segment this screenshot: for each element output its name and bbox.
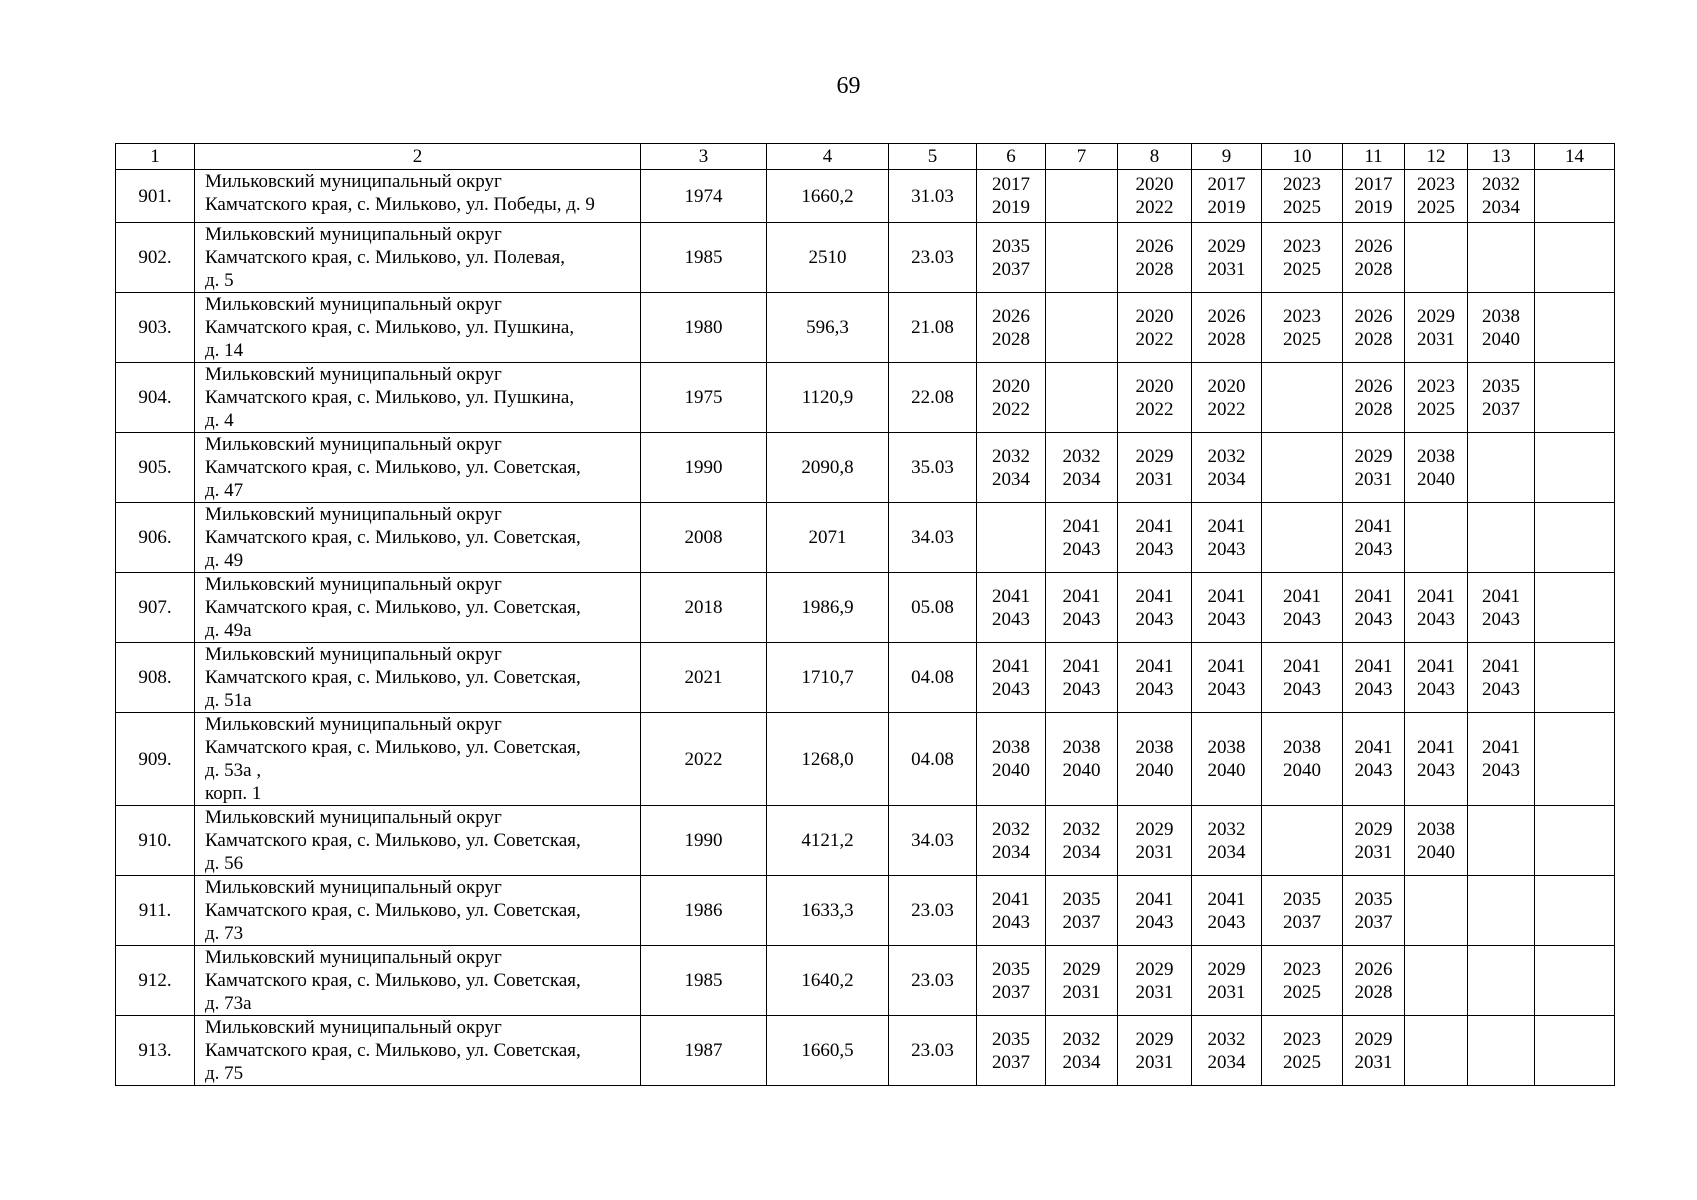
area-cell: 2090,8: [767, 433, 889, 503]
area-cell: 2071: [767, 503, 889, 573]
period-cell-11: 2029 2031: [1343, 1016, 1405, 1086]
column-number-header-row: [116, 144, 1615, 170]
table-row: [116, 876, 1615, 946]
period-cell-9: 2026 2028: [1192, 293, 1262, 363]
table-row: [116, 293, 1615, 363]
row-number-cell: 912.: [116, 946, 195, 1016]
period-cell-12: [1405, 876, 1468, 946]
area-cell: 1986,9: [767, 573, 889, 643]
period-cell-8: 2020 2022: [1118, 293, 1192, 363]
row-number-cell: 909.: [116, 713, 195, 806]
period-cell-13: 2041 2043: [1468, 643, 1535, 713]
column-header: 1: [116, 144, 195, 170]
period-cell-14: [1535, 1016, 1615, 1086]
area-cell: 1710,7: [767, 643, 889, 713]
code-cell: 04.08: [889, 713, 977, 806]
period-cell-11: 2041 2043: [1343, 643, 1405, 713]
build-year-cell: 2021: [641, 643, 767, 713]
period-cell-12: [1405, 223, 1468, 293]
table-row: [116, 713, 1615, 806]
period-cell-8: 2041 2043: [1118, 876, 1192, 946]
period-cell-12: [1405, 503, 1468, 573]
period-cell-11: 2026 2028: [1343, 293, 1405, 363]
address-cell: Мильковский муниципальный округ Камчатского края, с. Мильково, ул. Советская, д. 75: [195, 1016, 641, 1086]
period-cell-9: 2041 2043: [1192, 876, 1262, 946]
row-number-cell: 910.: [116, 806, 195, 876]
period-cell-6: 2035 2037: [977, 946, 1046, 1016]
period-cell-13: [1468, 503, 1535, 573]
period-cell-10: 2023 2025: [1262, 223, 1343, 293]
code-cell: 05.08: [889, 573, 977, 643]
area-cell: 1120,9: [767, 363, 889, 433]
build-year-cell: 1985: [641, 223, 767, 293]
period-cell-6: [977, 503, 1046, 573]
build-year-cell: 1985: [641, 946, 767, 1016]
period-cell-10: 2023 2025: [1262, 946, 1343, 1016]
column-header: 6: [977, 144, 1046, 170]
address-cell: Мильковский муниципальный округ Камчатского края, с. Мильково, ул. Пушкина, д. 4: [195, 363, 641, 433]
row-number-cell: 911.: [116, 876, 195, 946]
period-cell-11: 2026 2028: [1343, 946, 1405, 1016]
period-cell-11: 2026 2028: [1343, 363, 1405, 433]
build-year-cell: 1986: [641, 876, 767, 946]
row-number-cell: 904.: [116, 363, 195, 433]
period-cell-9: 2041 2043: [1192, 643, 1262, 713]
period-cell-8: 2038 2040: [1118, 713, 1192, 806]
build-year-cell: 1975: [641, 363, 767, 433]
period-cell-10: 2023 2025: [1262, 1016, 1343, 1086]
build-year-cell: 2022: [641, 713, 767, 806]
period-cell-13: [1468, 876, 1535, 946]
column-header: 11: [1343, 144, 1405, 170]
row-number-cell: 905.: [116, 433, 195, 503]
period-cell-9: 2029 2031: [1192, 223, 1262, 293]
table-row: [116, 643, 1615, 713]
code-cell: 35.03: [889, 433, 977, 503]
period-cell-13: [1468, 806, 1535, 876]
address-cell: Мильковский муниципальный округ Камчатского края, с. Мильково, ул. Пушкина, д. 14: [195, 293, 641, 363]
period-cell-9: 2038 2040: [1192, 713, 1262, 806]
period-cell-9: 2041 2043: [1192, 503, 1262, 573]
table-row: [116, 223, 1615, 293]
address-cell: Мильковский муниципальный округ Камчатского края, с. Мильково, ул. Победы, д. 9: [195, 170, 641, 223]
period-cell-6: 2020 2022: [977, 363, 1046, 433]
period-cell-11: 2017 2019: [1343, 170, 1405, 223]
period-cell-13: [1468, 946, 1535, 1016]
period-cell-8: 2020 2022: [1118, 363, 1192, 433]
period-cell-11: 2041 2043: [1343, 713, 1405, 806]
period-cell-12: 2029 2031: [1405, 293, 1468, 363]
code-cell: 04.08: [889, 643, 977, 713]
row-number-cell: 901.: [116, 170, 195, 223]
period-cell-6: 2038 2040: [977, 713, 1046, 806]
address-cell: Мильковский муниципальный округ Камчатского края, с. Мильково, ул. Советская, д. 51а: [195, 643, 641, 713]
code-cell: 34.03: [889, 503, 977, 573]
period-cell-9: 2041 2043: [1192, 573, 1262, 643]
build-year-cell: 2018: [641, 573, 767, 643]
code-cell: 34.03: [889, 806, 977, 876]
period-cell-10: [1262, 503, 1343, 573]
table-row: [116, 170, 1615, 223]
period-cell-14: [1535, 806, 1615, 876]
row-number-cell: 902.: [116, 223, 195, 293]
table-row: [116, 573, 1615, 643]
period-cell-12: [1405, 1016, 1468, 1086]
period-cell-10: 2023 2025: [1262, 170, 1343, 223]
table-row: [116, 806, 1615, 876]
address-cell: Мильковский муниципальный округ Камчатского края, с. Мильково, ул. Полевая, д. 5: [195, 223, 641, 293]
period-cell-9: 2029 2031: [1192, 946, 1262, 1016]
area-cell: 1633,3: [767, 876, 889, 946]
address-cell: Мильковский муниципальный округ Камчатского края, с. Мильково, ул. Советская, д. 47: [195, 433, 641, 503]
period-cell-10: 2041 2043: [1262, 573, 1343, 643]
period-cell-6: 2035 2037: [977, 1016, 1046, 1086]
period-cell-6: 2032 2034: [977, 433, 1046, 503]
period-cell-12: [1405, 946, 1468, 1016]
code-cell: 23.03: [889, 876, 977, 946]
period-cell-11: 2029 2031: [1343, 806, 1405, 876]
address-cell: Мильковский муниципальный округ Камчатского края, с. Мильково, ул. Советская, д. 53а , корп. 1: [195, 713, 641, 806]
address-cell: Мильковский муниципальный округ Камчатского края, с. Мильково, ул. Советская, д. 49а: [195, 573, 641, 643]
period-cell-12: 2041 2043: [1405, 573, 1468, 643]
period-cell-10: [1262, 433, 1343, 503]
period-cell-7: 2041 2043: [1046, 573, 1118, 643]
period-cell-6: 2026 2028: [977, 293, 1046, 363]
period-cell-12: 2041 2043: [1405, 643, 1468, 713]
table-row: [116, 503, 1615, 573]
row-number-cell: 906.: [116, 503, 195, 573]
address-cell: Мильковский муниципальный округ Камчатского края, с. Мильково, ул. Советская, д. 73: [195, 876, 641, 946]
period-cell-14: [1535, 503, 1615, 573]
period-cell-13: 2032 2034: [1468, 170, 1535, 223]
period-cell-8: 2029 2031: [1118, 946, 1192, 1016]
area-cell: 1660,5: [767, 1016, 889, 1086]
period-cell-14: [1535, 876, 1615, 946]
build-year-cell: 1990: [641, 433, 767, 503]
area-cell: 596,3: [767, 293, 889, 363]
period-cell-10: [1262, 363, 1343, 433]
area-cell: 2510: [767, 223, 889, 293]
period-cell-6: 2035 2037: [977, 223, 1046, 293]
period-cell-14: [1535, 573, 1615, 643]
period-cell-13: 2035 2037: [1468, 363, 1535, 433]
period-cell-6: 2032 2034: [977, 806, 1046, 876]
table-body: [116, 170, 1615, 1086]
period-cell-8: 2041 2043: [1118, 573, 1192, 643]
period-cell-12: 2041 2043: [1405, 713, 1468, 806]
address-cell: Мильковский муниципальный округ Камчатского края, с. Мильково, ул. Советская, д. 73а: [195, 946, 641, 1016]
period-cell-14: [1535, 643, 1615, 713]
column-header: 12: [1405, 144, 1468, 170]
period-cell-7: 2041 2043: [1046, 643, 1118, 713]
period-cell-6: 2041 2043: [977, 643, 1046, 713]
period-cell-12: 2038 2040: [1405, 806, 1468, 876]
period-cell-11: 2035 2037: [1343, 876, 1405, 946]
period-cell-11: 2041 2043: [1343, 503, 1405, 573]
period-cell-10: 2023 2025: [1262, 293, 1343, 363]
build-year-cell: 1987: [641, 1016, 767, 1086]
period-cell-7: 2032 2034: [1046, 806, 1118, 876]
period-cell-7: 2041 2043: [1046, 503, 1118, 573]
build-year-cell: 1980: [641, 293, 767, 363]
period-cell-8: 2026 2028: [1118, 223, 1192, 293]
period-cell-8: 2029 2031: [1118, 1016, 1192, 1086]
period-cell-14: [1535, 170, 1615, 223]
period-cell-13: [1468, 433, 1535, 503]
column-header: 13: [1468, 144, 1535, 170]
period-cell-12: 2023 2025: [1405, 363, 1468, 433]
period-cell-10: [1262, 806, 1343, 876]
build-year-cell: 1990: [641, 806, 767, 876]
address-cell: Мильковский муниципальный округ Камчатского края, с. Мильково, ул. Советская, д. 56: [195, 806, 641, 876]
code-cell: 31.03: [889, 170, 977, 223]
period-cell-8: 2041 2043: [1118, 503, 1192, 573]
column-header: 9: [1192, 144, 1262, 170]
table-row: [116, 363, 1615, 433]
column-header: 7: [1046, 144, 1118, 170]
period-cell-8: 2020 2022: [1118, 170, 1192, 223]
address-cell: Мильковский муниципальный округ Камчатского края, с. Мильково, ул. Советская, д. 49: [195, 503, 641, 573]
period-cell-7: [1046, 170, 1118, 223]
period-cell-12: 2038 2040: [1405, 433, 1468, 503]
area-cell: 1268,0: [767, 713, 889, 806]
period-cell-9: 2032 2034: [1192, 806, 1262, 876]
period-cell-14: [1535, 713, 1615, 806]
row-number-cell: 907.: [116, 573, 195, 643]
area-cell: 1660,2: [767, 170, 889, 223]
period-cell-8: 2041 2043: [1118, 643, 1192, 713]
period-cell-13: [1468, 223, 1535, 293]
column-header: 2: [195, 144, 641, 170]
column-header: 10: [1262, 144, 1343, 170]
period-cell-7: [1046, 223, 1118, 293]
period-cell-14: [1535, 293, 1615, 363]
table-row: [116, 946, 1615, 1016]
row-number-cell: 913.: [116, 1016, 195, 1086]
row-number-cell: 903.: [116, 293, 195, 363]
period-cell-14: [1535, 433, 1615, 503]
code-cell: 23.03: [889, 946, 977, 1016]
column-header: 8: [1118, 144, 1192, 170]
column-header: 5: [889, 144, 977, 170]
period-cell-10: 2041 2043: [1262, 643, 1343, 713]
code-cell: 22.08: [889, 363, 977, 433]
period-cell-7: 2038 2040: [1046, 713, 1118, 806]
code-cell: 23.03: [889, 1016, 977, 1086]
period-cell-7: [1046, 293, 1118, 363]
period-cell-11: 2029 2031: [1343, 433, 1405, 503]
build-year-cell: 2008: [641, 503, 767, 573]
period-cell-6: 2041 2043: [977, 573, 1046, 643]
period-cell-6: 2017 2019: [977, 170, 1046, 223]
period-cell-13: 2041 2043: [1468, 713, 1535, 806]
period-cell-14: [1535, 223, 1615, 293]
period-cell-7: 2032 2034: [1046, 1016, 1118, 1086]
column-header: 3: [641, 144, 767, 170]
period-cell-12: 2023 2025: [1405, 170, 1468, 223]
period-cell-9: 2017 2019: [1192, 170, 1262, 223]
period-cell-9: 2020 2022: [1192, 363, 1262, 433]
page-number: 69: [836, 73, 861, 99]
period-cell-14: [1535, 946, 1615, 1016]
period-cell-13: [1468, 1016, 1535, 1086]
column-header: 4: [767, 144, 889, 170]
build-year-cell: 1974: [641, 170, 767, 223]
period-cell-7: [1046, 363, 1118, 433]
period-cell-9: 2032 2034: [1192, 433, 1262, 503]
period-cell-7: 2035 2037: [1046, 876, 1118, 946]
period-cell-10: 2038 2040: [1262, 713, 1343, 806]
period-cell-10: 2035 2037: [1262, 876, 1343, 946]
table-row: [116, 433, 1615, 503]
area-cell: 1640,2: [767, 946, 889, 1016]
period-cell-13: 2041 2043: [1468, 573, 1535, 643]
code-cell: 21.08: [889, 293, 977, 363]
period-cell-8: 2029 2031: [1118, 806, 1192, 876]
period-cell-14: [1535, 363, 1615, 433]
period-cell-11: 2026 2028: [1343, 223, 1405, 293]
code-cell: 23.03: [889, 223, 977, 293]
table-row: [116, 1016, 1615, 1086]
period-cell-11: 2041 2043: [1343, 573, 1405, 643]
period-cell-7: 2029 2031: [1046, 946, 1118, 1016]
housing-repair-schedule-table: [115, 143, 1615, 1086]
period-cell-13: 2038 2040: [1468, 293, 1535, 363]
period-cell-7: 2032 2034: [1046, 433, 1118, 503]
period-cell-9: 2032 2034: [1192, 1016, 1262, 1086]
area-cell: 4121,2: [767, 806, 889, 876]
column-header: 14: [1535, 144, 1615, 170]
row-number-cell: 908.: [116, 643, 195, 713]
period-cell-8: 2029 2031: [1118, 433, 1192, 503]
period-cell-6: 2041 2043: [977, 876, 1046, 946]
